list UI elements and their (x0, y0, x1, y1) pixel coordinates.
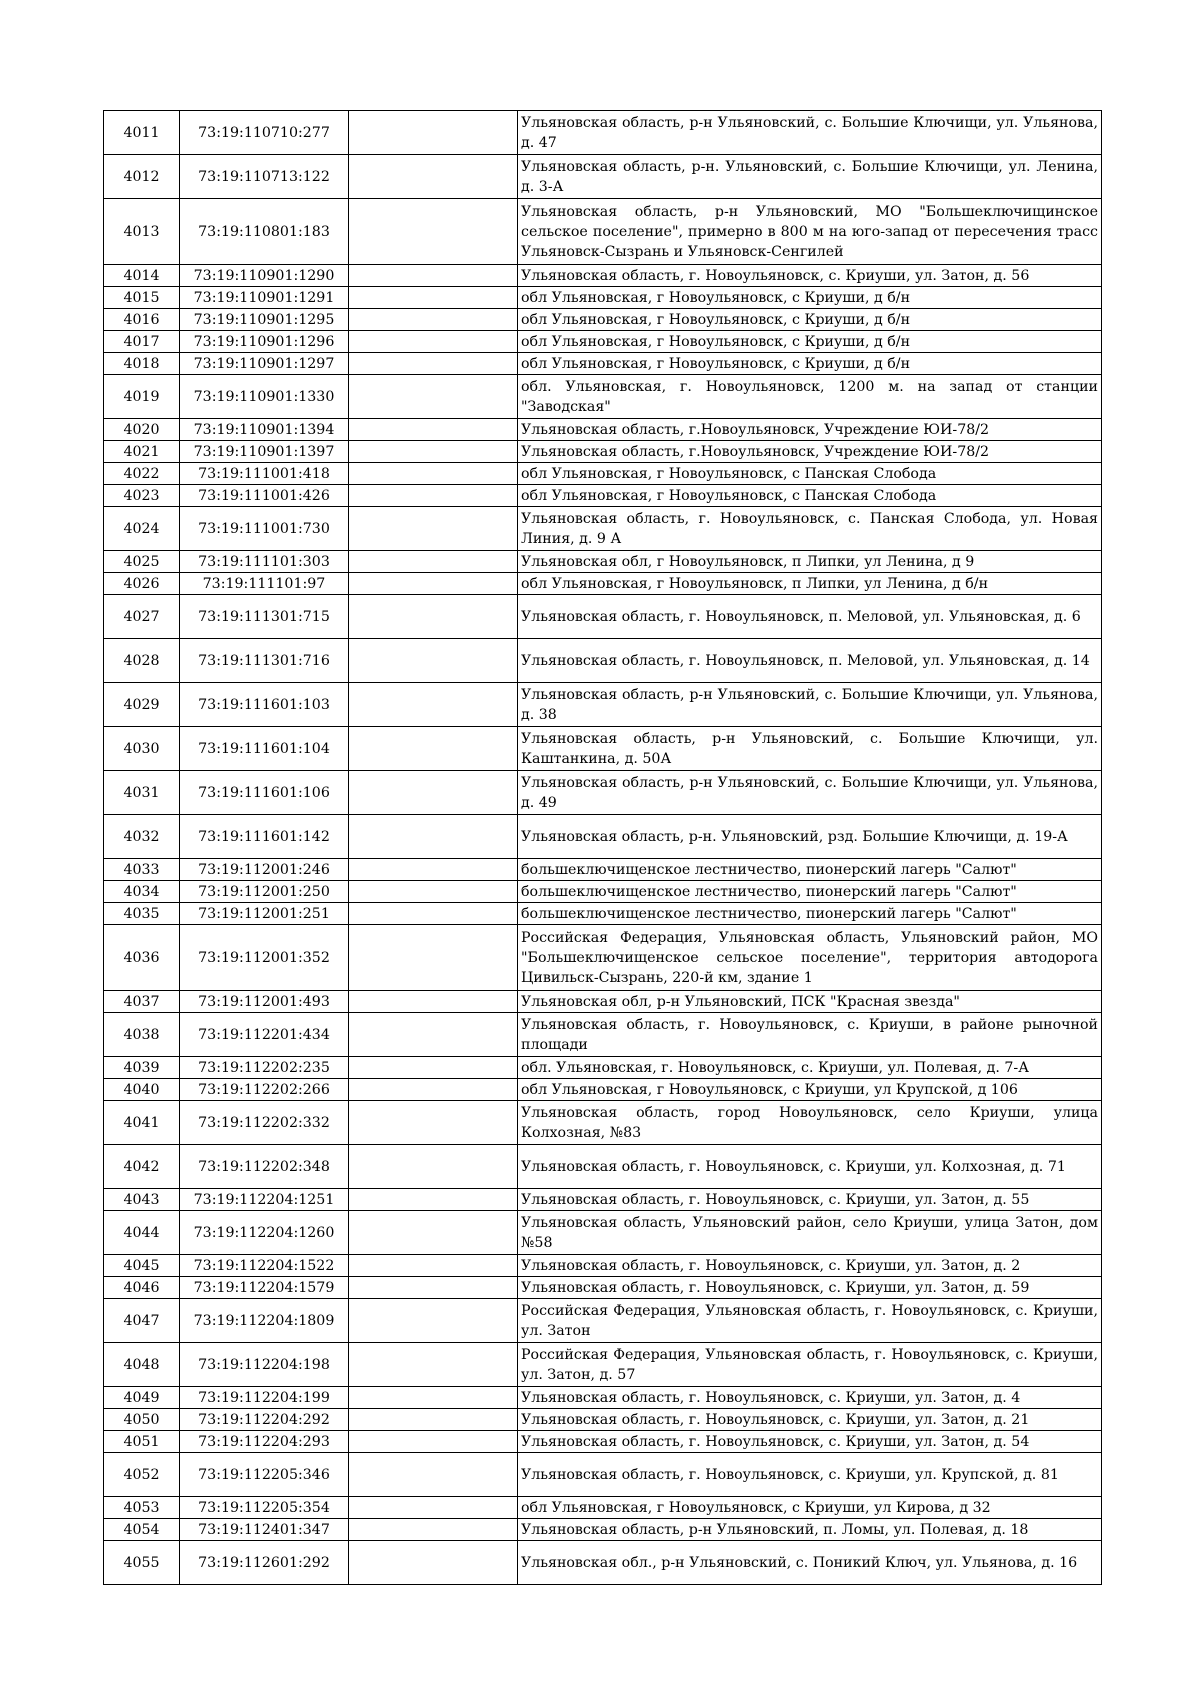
table-row (104, 771, 1102, 815)
empty-cell (349, 925, 518, 991)
row-number-cell: 4039 (104, 1057, 180, 1079)
empty-cell (349, 1387, 518, 1409)
address-cell: Ульяновская область, р-н Ульяновский, с. Большие Ключищи, ул. Ульянова, д. 47 (518, 111, 1102, 155)
empty-cell (349, 815, 518, 859)
table-row (104, 375, 1102, 419)
cadastral-number-cell: 73:19:110901:1397 (180, 441, 349, 463)
row-number-cell: 4049 (104, 1387, 180, 1409)
empty-cell (349, 1431, 518, 1453)
address-cell: Ульяновская область, г.Новоульяновск, Учреждение ЮИ-78/2 (518, 441, 1102, 463)
address-cell: большеключищенское лестничество, пионерский лагерь "Салют" (518, 903, 1102, 925)
table-row (104, 1299, 1102, 1343)
row-number-cell: 4038 (104, 1013, 180, 1057)
row-number-cell: 4014 (104, 265, 180, 287)
row-number-cell: 4051 (104, 1431, 180, 1453)
row-number-cell: 4035 (104, 903, 180, 925)
empty-cell (349, 639, 518, 683)
row-number-cell: 4030 (104, 727, 180, 771)
address-cell: Ульяновская область, г. Новоульяновск, с. Криуши, в районе рыночной площади (518, 1013, 1102, 1057)
empty-cell (349, 881, 518, 903)
table-row (104, 1101, 1102, 1145)
address-cell: обл. Ульяновская, г. Новоульяновск, с. Криуши, ул. Полевая, д. 7-А (518, 1057, 1102, 1079)
cadastral-number-cell: 73:19:112202:235 (180, 1057, 349, 1079)
row-number-cell: 4034 (104, 881, 180, 903)
cadastral-number-cell: 73:19:110801:183 (180, 199, 349, 265)
cadastral-number-cell: 73:19:112202:332 (180, 1101, 349, 1145)
row-number-cell: 4052 (104, 1453, 180, 1497)
address-cell: обл. Ульяновская, г. Новоульяновск, 1200 м. на запад от станции "Заводская" (518, 375, 1102, 419)
address-cell: обл Ульяновская, г Новоульяновск, с Панская Слобода (518, 485, 1102, 507)
row-number-cell: 4021 (104, 441, 180, 463)
cadastral-number-cell: 73:19:110901:1290 (180, 265, 349, 287)
empty-cell (349, 199, 518, 265)
address-cell: обл Ульяновская, г Новоульяновск, с Криуши, д б/н (518, 331, 1102, 353)
row-number-cell: 4033 (104, 859, 180, 881)
empty-cell (349, 485, 518, 507)
table-row (104, 111, 1102, 155)
cadastral-number-cell: 73:19:110901:1297 (180, 353, 349, 375)
empty-cell (349, 573, 518, 595)
empty-cell (349, 287, 518, 309)
address-cell: Ульяновская область, г. Новоульяновск, с. Криуши, ул. Затон, д. 59 (518, 1277, 1102, 1299)
address-cell: обл Ульяновская, г Новоульяновск, с Криуши, ул Крупской, д 106 (518, 1079, 1102, 1101)
table-row (104, 1189, 1102, 1211)
cadastral-number-cell: 73:19:111301:716 (180, 639, 349, 683)
table-row (104, 507, 1102, 551)
row-number-cell: 4016 (104, 309, 180, 331)
cadastral-number-cell: 73:19:112204:292 (180, 1409, 349, 1431)
address-cell: Российская Федерация, Ульяновская область, Ульяновский район, МО "Большеключищенское сельское поселение", территория автодорога Цивильск-Сызрань, 220-й км, здание 1 (518, 925, 1102, 991)
row-number-cell: 4027 (104, 595, 180, 639)
cadastral-number-cell: 73:19:112202:266 (180, 1079, 349, 1101)
row-number-cell: 4053 (104, 1497, 180, 1519)
table-row (104, 1453, 1102, 1497)
row-number-cell: 4044 (104, 1211, 180, 1255)
address-cell: Ульяновская область, Ульяновский район, село Криуши, улица Затон, дом №58 (518, 1211, 1102, 1255)
cadastral-number-cell: 73:19:112001:493 (180, 991, 349, 1013)
table-row (104, 1145, 1102, 1189)
cadastral-number-cell: 73:19:111601:106 (180, 771, 349, 815)
registry-table (103, 110, 1102, 1585)
row-number-cell: 4047 (104, 1299, 180, 1343)
row-number-cell: 4032 (104, 815, 180, 859)
row-number-cell: 4011 (104, 111, 180, 155)
address-cell: Ульяновская область, р-н Ульяновский, с. Большие Ключищи, ул. Ульянова, д. 38 (518, 683, 1102, 727)
cadastral-number-cell: 73:19:111601:103 (180, 683, 349, 727)
empty-cell (349, 1079, 518, 1101)
cadastral-number-cell: 73:19:110901:1291 (180, 287, 349, 309)
empty-cell (349, 727, 518, 771)
row-number-cell: 4023 (104, 485, 180, 507)
row-number-cell: 4025 (104, 551, 180, 573)
row-number-cell: 4031 (104, 771, 180, 815)
address-cell: Ульяновская область, г. Новоульяновск, с. Криуши, ул. Колхозная, д. 71 (518, 1145, 1102, 1189)
table-row (104, 1277, 1102, 1299)
empty-cell (349, 419, 518, 441)
table-row (104, 881, 1102, 903)
address-cell: Ульяновская область, г. Новоульяновск, с. Криуши, ул. Затон, д. 21 (518, 1409, 1102, 1431)
cadastral-number-cell: 73:19:110710:277 (180, 111, 349, 155)
empty-cell (349, 1255, 518, 1277)
address-cell: Ульяновская область, г. Новоульяновск, с. Криуши, ул. Крупской, д. 81 (518, 1453, 1102, 1497)
cadastral-number-cell: 73:19:111101:97 (180, 573, 349, 595)
empty-cell (349, 1189, 518, 1211)
address-cell: Российская Федерация, Ульяновская область, г. Новоульяновск, с. Криуши, ул. Затон (518, 1299, 1102, 1343)
address-cell: Ульяновская область, г. Новоульяновск, п. Меловой, ул. Ульяновская, д. 14 (518, 639, 1102, 683)
table-row (104, 551, 1102, 573)
table-row (104, 859, 1102, 881)
address-cell: обл Ульяновская, г Новоульяновск, с Криуши, д б/н (518, 353, 1102, 375)
table-row (104, 1387, 1102, 1409)
row-number-cell: 4020 (104, 419, 180, 441)
table-row (104, 199, 1102, 265)
cadastral-number-cell: 73:19:112001:352 (180, 925, 349, 991)
address-cell: Ульяновская область, г. Новоульяновск, с. Криуши, ул. Затон, д. 2 (518, 1255, 1102, 1277)
address-cell: Ульяновская область, г. Новоульяновск, с. Криуши, ул. Затон, д. 55 (518, 1189, 1102, 1211)
cadastral-number-cell: 73:19:111101:303 (180, 551, 349, 573)
row-number-cell: 4043 (104, 1189, 180, 1211)
address-cell: Ульяновская область, р-н Ульяновский, п. Ломы, ул. Полевая, д. 18 (518, 1519, 1102, 1541)
row-number-cell: 4046 (104, 1277, 180, 1299)
empty-cell (349, 1343, 518, 1387)
address-cell: Ульяновская область, г. Новоульяновск, п. Меловой, ул. Ульяновская, д. 6 (518, 595, 1102, 639)
table-row (104, 1343, 1102, 1387)
table-row (104, 287, 1102, 309)
table-row (104, 1409, 1102, 1431)
address-cell: Ульяновская область, город Новоульяновск, село Криуши, улица Колхозная, №83 (518, 1101, 1102, 1145)
address-cell: Ульяновская область, г. Новоульяновск, с. Криуши, ул. Затон, д. 56 (518, 265, 1102, 287)
cadastral-number-cell: 73:19:112601:292 (180, 1541, 349, 1585)
empty-cell (349, 331, 518, 353)
cadastral-number-cell: 73:19:112204:1251 (180, 1189, 349, 1211)
empty-cell (349, 1541, 518, 1585)
row-number-cell: 4022 (104, 463, 180, 485)
empty-cell (349, 265, 518, 287)
cadastral-number-cell: 73:19:112001:246 (180, 859, 349, 881)
cadastral-number-cell: 73:19:112201:434 (180, 1013, 349, 1057)
cadastral-number-cell: 73:19:112204:1579 (180, 1277, 349, 1299)
table-row (104, 419, 1102, 441)
cadastral-number-cell: 73:19:110901:1394 (180, 419, 349, 441)
empty-cell (349, 1453, 518, 1497)
empty-cell (349, 309, 518, 331)
empty-cell (349, 683, 518, 727)
address-cell: Российская Федерация, Ульяновская область, г. Новоульяновск, с. Криуши, ул. Затон, д. 57 (518, 1343, 1102, 1387)
table-row (104, 353, 1102, 375)
empty-cell (349, 991, 518, 1013)
address-cell: обл Ульяновская, г Новоульяновск, с Криуши, д б/н (518, 309, 1102, 331)
address-cell: обл Ульяновская, г Новоульяновск, с Криуши, д б/н (518, 287, 1102, 309)
address-cell: Ульяновская область, г. Новоульяновск, с. Панская Слобода, ул. Новая Линия, д. 9 А (518, 507, 1102, 551)
row-number-cell: 4028 (104, 639, 180, 683)
row-number-cell: 4041 (104, 1101, 180, 1145)
table-row (104, 441, 1102, 463)
row-number-cell: 4045 (104, 1255, 180, 1277)
address-cell: Ульяновская область, р-н. Ульяновский, рзд. Большие Ключищи, д. 19-А (518, 815, 1102, 859)
cadastral-number-cell: 73:19:112205:354 (180, 1497, 349, 1519)
row-number-cell: 4036 (104, 925, 180, 991)
empty-cell (349, 595, 518, 639)
registry-table-body (104, 111, 1102, 1585)
empty-cell (349, 551, 518, 573)
address-cell: Ульяновская область, р-н. Ульяновский, с. Большие Ключищи, ул. Ленина, д. 3-А (518, 155, 1102, 199)
table-row (104, 1541, 1102, 1585)
row-number-cell: 4050 (104, 1409, 180, 1431)
cadastral-number-cell: 73:19:112205:346 (180, 1453, 349, 1497)
row-number-cell: 4019 (104, 375, 180, 419)
empty-cell (349, 771, 518, 815)
address-cell: Ульяновская область, р-н Ульяновский, с. Большие Ключищи, ул. Каштанкина, д. 50А (518, 727, 1102, 771)
table-row (104, 595, 1102, 639)
table-row (104, 639, 1102, 683)
table-row (104, 1013, 1102, 1057)
table-row (104, 991, 1102, 1013)
empty-cell (349, 1057, 518, 1079)
empty-cell (349, 1211, 518, 1255)
table-row (104, 1057, 1102, 1079)
empty-cell (349, 375, 518, 419)
table-row (104, 1079, 1102, 1101)
empty-cell (349, 155, 518, 199)
empty-cell (349, 1277, 518, 1299)
empty-cell (349, 1409, 518, 1431)
cadastral-number-cell: 73:19:112204:198 (180, 1343, 349, 1387)
row-number-cell: 4029 (104, 683, 180, 727)
cadastral-number-cell: 73:19:110901:1330 (180, 375, 349, 419)
address-cell: большеключищенское лестничество, пионерский лагерь "Салют" (518, 881, 1102, 903)
empty-cell (349, 353, 518, 375)
table-row (104, 1431, 1102, 1453)
table-row (104, 1497, 1102, 1519)
cadastral-number-cell: 73:19:112202:348 (180, 1145, 349, 1189)
table-row (104, 1255, 1102, 1277)
cadastral-number-cell: 73:19:112204:1809 (180, 1299, 349, 1343)
row-number-cell: 4055 (104, 1541, 180, 1585)
empty-cell (349, 507, 518, 551)
row-number-cell: 4042 (104, 1145, 180, 1189)
empty-cell (349, 1013, 518, 1057)
cadastral-number-cell: 73:19:112001:251 (180, 903, 349, 925)
table-row (104, 309, 1102, 331)
table-row (104, 485, 1102, 507)
table-row (104, 331, 1102, 353)
table-row (104, 727, 1102, 771)
row-number-cell: 4048 (104, 1343, 180, 1387)
address-cell: обл Ульяновская, г Новоульяновск, п Липки, ул Ленина, д б/н (518, 573, 1102, 595)
address-cell: обл Ульяновская, г Новоульяновск, с Криуши, ул Кирова, д 32 (518, 1497, 1102, 1519)
cadastral-number-cell: 73:19:112204:293 (180, 1431, 349, 1453)
address-cell: обл Ульяновская, г Новоульяновск, с Панская Слобода (518, 463, 1102, 485)
empty-cell (349, 1497, 518, 1519)
row-number-cell: 4054 (104, 1519, 180, 1541)
table-row (104, 1211, 1102, 1255)
row-number-cell: 4026 (104, 573, 180, 595)
row-number-cell: 4015 (104, 287, 180, 309)
empty-cell (349, 1145, 518, 1189)
row-number-cell: 4017 (104, 331, 180, 353)
cadastral-number-cell: 73:19:111001:730 (180, 507, 349, 551)
address-cell: Ульяновская область, г.Новоульяновск, Учреждение ЮИ-78/2 (518, 419, 1102, 441)
row-number-cell: 4012 (104, 155, 180, 199)
cadastral-number-cell: 73:19:112204:1522 (180, 1255, 349, 1277)
table-row (104, 573, 1102, 595)
empty-cell (349, 859, 518, 881)
cadastral-number-cell: 73:19:112204:1260 (180, 1211, 349, 1255)
table-row (104, 925, 1102, 991)
cadastral-number-cell: 73:19:112001:250 (180, 881, 349, 903)
cadastral-number-cell: 73:19:111601:104 (180, 727, 349, 771)
cadastral-number-cell: 73:19:110713:122 (180, 155, 349, 199)
cadastral-number-cell: 73:19:111001:426 (180, 485, 349, 507)
row-number-cell: 4013 (104, 199, 180, 265)
row-number-cell: 4024 (104, 507, 180, 551)
address-cell: Ульяновская область, р-н Ульяновский, с. Большие Ключищи, ул. Ульянова, д. 49 (518, 771, 1102, 815)
address-cell: большеключищенское лестничество, пионерский лагерь "Салют" (518, 859, 1102, 881)
table-row (104, 155, 1102, 199)
cadastral-number-cell: 73:19:112204:199 (180, 1387, 349, 1409)
address-cell: Ульяновская обл, р-н Ульяновский, ПСК "Красная звезда" (518, 991, 1102, 1013)
cadastral-number-cell: 73:19:111601:142 (180, 815, 349, 859)
empty-cell (349, 463, 518, 485)
row-number-cell: 4040 (104, 1079, 180, 1101)
cadastral-number-cell: 73:19:111301:715 (180, 595, 349, 639)
empty-cell (349, 441, 518, 463)
cadastral-number-cell: 73:19:110901:1296 (180, 331, 349, 353)
table-row (104, 463, 1102, 485)
empty-cell (349, 111, 518, 155)
cadastral-number-cell: 73:19:111001:418 (180, 463, 349, 485)
table-row (104, 683, 1102, 727)
cadastral-number-cell: 73:19:110901:1295 (180, 309, 349, 331)
address-cell: Ульяновская обл, г Новоульяновск, п Липки, ул Ленина, д 9 (518, 551, 1102, 573)
empty-cell (349, 903, 518, 925)
row-number-cell: 4018 (104, 353, 180, 375)
table-row (104, 1519, 1102, 1541)
address-cell: Ульяновская область, г. Новоульяновск, с. Криуши, ул. Затон, д. 54 (518, 1431, 1102, 1453)
empty-cell (349, 1101, 518, 1145)
empty-cell (349, 1519, 518, 1541)
table-row (104, 815, 1102, 859)
cadastral-number-cell: 73:19:112401:347 (180, 1519, 349, 1541)
row-number-cell: 4037 (104, 991, 180, 1013)
table-row (104, 265, 1102, 287)
address-cell: Ульяновская область, р-н Ульяновский, МО "Большеключищинское сельское поселение", примерно в 800 м на юго-запад от пересечения трасс Ульяновск-Сызрань и Ульяновск-Сенгилей (518, 199, 1102, 265)
empty-cell (349, 1299, 518, 1343)
address-cell: Ульяновская обл., р-н Ульяновский, с. Поникий Ключ, ул. Ульянова, д. 16 (518, 1541, 1102, 1585)
table-row (104, 903, 1102, 925)
address-cell: Ульяновская область, г. Новоульяновск, с. Криуши, ул. Затон, д. 4 (518, 1387, 1102, 1409)
